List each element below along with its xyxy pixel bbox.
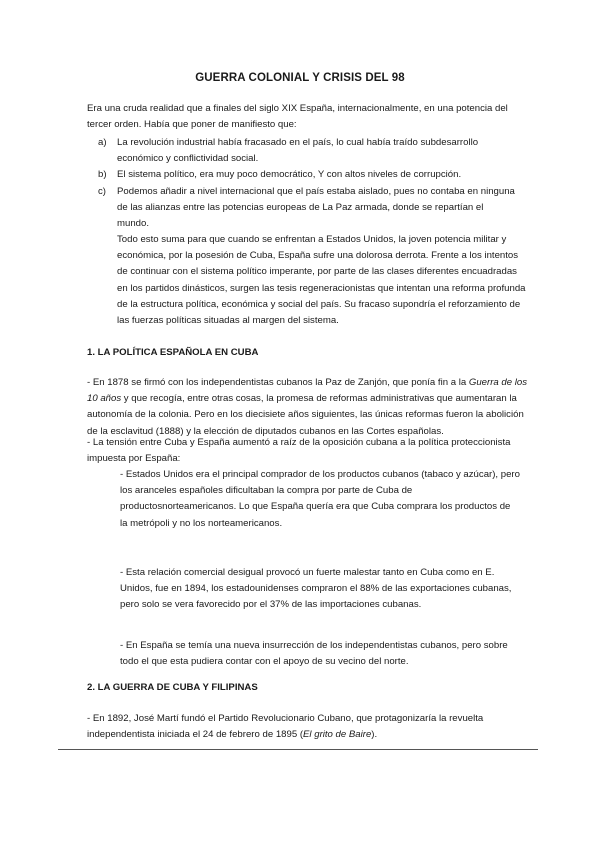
list-item-text: El sistema político, era muy poco democrático, Y con altos niveles de corrupción.	[117, 169, 462, 181]
war-name-italic: Guerra de los 10 años	[87, 377, 527, 405]
continuation-paragraph: Todo esto suma para que cuando se enfrentan a Estados Unidos, la joven potencia militar y económica, por la posesión de Cuba, España sufre una dolorosa derrota. Frente a los intentos de continuar con el sistema político imperante, por parte de las clases diferentes encuadradas en los partidos dinásticos, surgen las tesis regeneracionistas que intentan una reforma profunda de la estructura política, económica y social del país. Su fracaso supondría el reforzamiento de las fuerzas políticas situadas al margen del sistema.	[117, 234, 526, 327]
marti-text-end: ).	[371, 729, 378, 741]
zanjon-text-start: - En 1878 se firmó con los independentistas cubanos la Paz de Zanjón, que ponía fin a la	[87, 377, 469, 388]
section-heading-cuba-policy: 1. LA POLÍTICA ESPAÑOLA EN CUBA	[87, 347, 259, 358]
list-item	[98, 135, 518, 167]
zanjon-text-end: y que recogía, entre otras cosas, la promesa de reformas administrativas que aumentaran la autonomía de la colonia. Pero en los diecisiete años siguientes, las únicas reformas fueron la abolición de la esclavitud (1888) y la elección de diputados cubanos en las Cortes españolas.	[87, 393, 524, 437]
list-item	[98, 167, 518, 183]
marti-text-start: - En 1892, José Martí fundó el Partido Revolucionario Cubano, que protagonizaría la revuelta independentista iniciada el 24 de febrero de 1895 (	[87, 713, 484, 741]
tension-paragraph: - La tensión entre Cuba y España aumentó a raíz de la oposición cubana a la política proteccionista impuesta por España:	[87, 437, 511, 465]
sub-paragraph-usa-buyer: - Estados Unidos era el principal comprador de los productos cubanos (tabaco y azúcar), pero los aranceles españoles dificultaban la compra por parte de Cuba de productosnorteamericanos. Lo que España quería era que Cuba comprara los productos de la metrópoli y no los norteamericanos.	[120, 469, 520, 529]
reasons-list	[98, 135, 518, 232]
document-title: GUERRA COLONIAL Y CRISIS DEL 98	[195, 72, 405, 84]
list-item-text: La revolución industrial había fracasado en el país, lo cual había traído subdesarrollo económico y conflictividad social.	[117, 137, 479, 165]
marti-paragraph	[87, 711, 537, 743]
list-marker: b)	[98, 169, 107, 181]
sub-paragraph-insurrection: - En España se temía una nueva insurrección de los independentistas cubanos, pero sobre todo el que esta pudiera contar con el apoyo de su vecino del norte.	[120, 640, 508, 668]
list-marker: a)	[98, 137, 107, 148]
intro-paragraph	[87, 101, 527, 133]
sub-paragraph-trade-imbalance: - Esta relación comercial desigual provocó un fuerte malestar tanto en Cuba como en E. Unidos, fue en 1894, los estadounidenses compraron el 88% de las exportaciones cubanas, pero solo se vera favorecido por el 37% de las importaciones cubanas.	[120, 567, 512, 611]
list-item-text: Podemos añadir a nivel internacional que el país estaba aislado, pues no contaba en ninguna de las alianzas entre las potencias europeas de La Paz armada, donde se repartían el mundo.	[117, 185, 515, 230]
grito-de-baire-italic: El grito de Baire	[303, 729, 372, 741]
section-heading-cuba-philippines-war: 2. LA GUERRA DE CUBA Y FILIPINAS	[87, 682, 258, 693]
intro-text: Era una cruda realidad que a finales del siglo XIX España, internacionalmente, en una potencia del tercer orden. Había que poner de manifiesto que:	[87, 103, 508, 131]
list-marker: c)	[98, 185, 106, 197]
list-item	[98, 184, 518, 233]
horizontal-divider	[58, 749, 538, 750]
zanjon-paragraph	[87, 375, 527, 440]
